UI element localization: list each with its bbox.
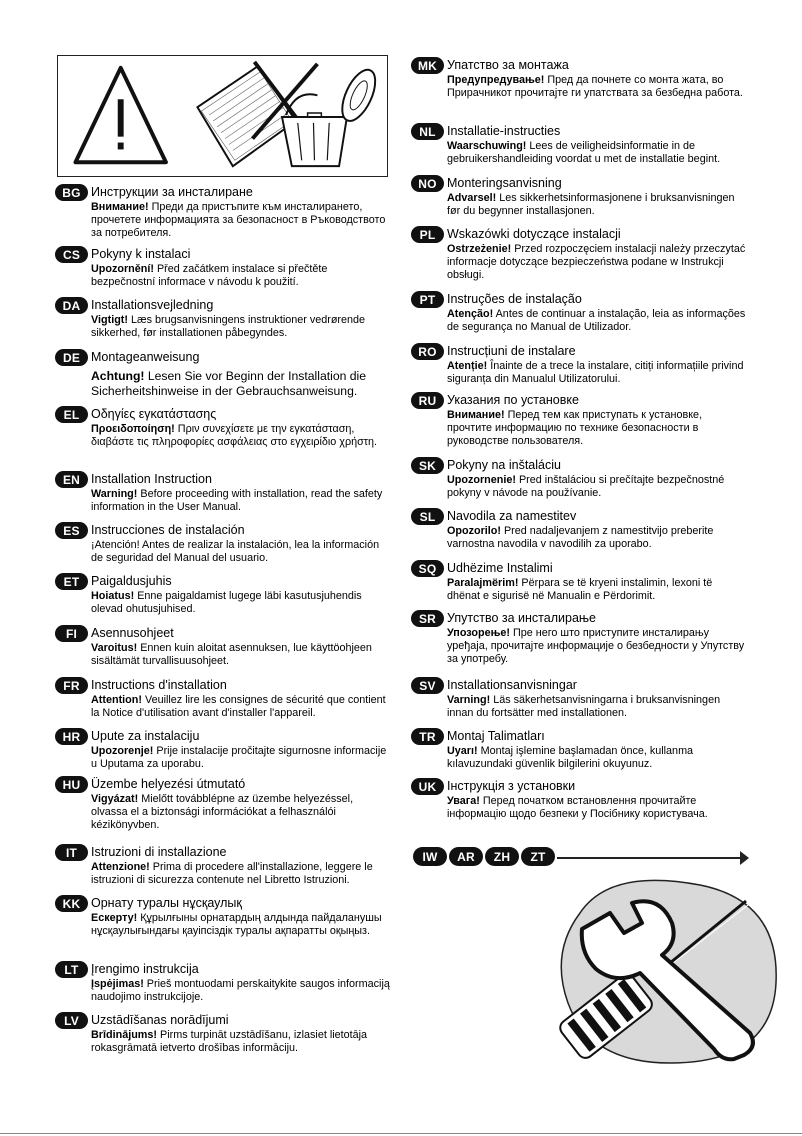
warning-label: Upozornění! (91, 263, 154, 275)
entry-text: Преди да пристъпите към инсталирането, прочетете информацията за безопасност в Ръководството за потребителя. (91, 201, 386, 240)
lang-entry-sl (413, 508, 748, 551)
lang-entry-cs (57, 246, 392, 289)
entry-text: Przed rozpoczęciem instalacji należy przeczytać informacje dotyczące bezpieczeństwa podane w Instrukcji obsługi. (447, 243, 746, 282)
entry-title: Üzembe helyezési útmutató (91, 777, 246, 791)
lang-badge: CS (55, 246, 88, 263)
warning-illustration (57, 55, 388, 177)
warning-label: Внимание! (91, 201, 149, 213)
lang-badge: RO (411, 343, 444, 360)
entry-title: Montaj Talimatları (447, 729, 545, 743)
entry-title: Installatie-instructies (447, 124, 561, 138)
lang-badge-zt: ZT (521, 847, 555, 866)
entry-title: Montageanweisung (91, 350, 200, 364)
entry-text: Před začátkem instalace si přečtěte bezpečnostní informace v návodu k použití. (91, 263, 328, 289)
lang-entry-lv (57, 1012, 392, 1055)
entry-body (413, 577, 748, 603)
lang-badge: SQ (411, 560, 444, 577)
warning-label: Предупредување! (447, 74, 545, 86)
entry-body (413, 627, 748, 667)
entry-body (57, 369, 392, 399)
entry-body (57, 488, 392, 514)
warning-label: Brīdinājums! (91, 1029, 157, 1041)
lang-entry-no (413, 175, 748, 218)
lang-entry-ro (413, 343, 748, 386)
entry-text: Pred inštaláciou si prečítajte bezpečnostné pokyny v návode na používanie. (447, 474, 725, 500)
entry-body (413, 308, 748, 334)
entry-title: Οδηγίες εγκατάστασης (91, 407, 217, 421)
entry-text: Before proceeding with installation, read the safety information in the User Manual. (91, 488, 383, 514)
warning-label: Attenzione! (91, 861, 150, 873)
lang-entry-el (57, 406, 392, 449)
lang-entry-sv (413, 677, 748, 720)
entry-body (57, 590, 392, 616)
lang-badge: LV (55, 1012, 88, 1029)
entry-body (413, 745, 748, 771)
lang-entry-pt (413, 291, 748, 334)
lang-entry-ru (413, 392, 748, 449)
entry-text: Antes de continuar a instalação, leia as informações de segurança no Manual de Utilizador. (447, 308, 746, 334)
entry-body (57, 1029, 392, 1055)
entry-title: Asennusohjeet (91, 626, 174, 640)
lang-badge: NO (411, 175, 444, 192)
entry-text: Përpara se të kryeni instalimin, lexoni të dhënat e sigurisë në Manualin e Përdorimit. (447, 577, 713, 603)
other-languages-row (413, 847, 557, 866)
entry-text: Pred nadaljevanjem z namestitvijo preberite varnostna navodila v navodilih za uporabo. (447, 525, 714, 551)
lang-entry-mk (413, 57, 748, 100)
page-bottom-rule (0, 1133, 802, 1134)
lang-entry-lt (57, 961, 392, 1004)
entry-text: Veuillez lire les consignes de sécurité que contient la Notice d'utilisation avant d'installer l'appareil. (91, 694, 386, 720)
warning-label: Upozorenje! (91, 745, 154, 757)
tools-illustration (550, 873, 782, 1068)
entry-body (413, 243, 748, 283)
entry-title: Wskazówki dotyczące instalacji (447, 227, 621, 241)
entry-body (57, 423, 392, 449)
entry-text: Lesen Sie vor Beginn der Installation die Sicherheitshinweise in der Gebrauchsanweisung. (91, 369, 367, 398)
lang-badge-ar: AR (449, 847, 483, 866)
warning-label: Ескерту! (91, 912, 138, 924)
lang-entry-es (57, 522, 392, 565)
lang-badge: PL (411, 226, 444, 243)
entry-title: Інструкція з установки (447, 779, 576, 793)
entry-title: Инструкции за инсталиране (91, 185, 253, 199)
entry-text: Ennen kuin aloitat asennuksen, lue käyttöohjeen sisältämät turvallisuusohjeet. (91, 642, 372, 668)
entry-text: Mielőtt továbblépne az üzembe helyezéssel, olvassa el a biztonsági információkat a felhasználói kézikönyvben. (91, 793, 354, 832)
lang-badge: PT (411, 291, 444, 308)
entry-body (413, 360, 748, 386)
entry-text: Πριν συνεχίσετε με την εγκατάσταση, διαβάστε τις πληροφορίες ασφάλειας στο εγχειρίδιο χρήστη. (91, 423, 378, 449)
lang-badge-iw: IW (413, 847, 447, 866)
lang-entry-kk (57, 895, 392, 938)
warning-label: Atenção! (447, 308, 494, 320)
lang-entry-sk (413, 457, 748, 500)
entry-body (57, 642, 392, 668)
lang-badge: UK (411, 778, 444, 795)
continue-arrow-line (557, 857, 742, 859)
entry-body (413, 192, 748, 218)
entry-title: Pokyny k instalaci (91, 247, 191, 261)
lang-badge: MK (411, 57, 444, 74)
entry-body (57, 793, 392, 833)
lang-entry-tr (413, 728, 748, 771)
entry-title: Упатство за монтажа (447, 58, 569, 72)
entry-title: Instructions d'installation (91, 678, 227, 692)
warning-label: Vigtigt! (91, 314, 128, 326)
entry-title: Instrucțiuni de instalare (447, 344, 576, 358)
lang-badge: HR (55, 728, 88, 745)
lang-badge: HU (55, 776, 88, 793)
entry-text: Перед тем как приступать к установке, прочтите информацию по технике безопасности в руководстве пользователя. (447, 409, 703, 448)
lang-entry-pl (413, 226, 748, 283)
entry-body (413, 140, 748, 166)
lang-badge-zh: ZH (485, 847, 519, 866)
entry-title: Упутство за инсталирање (447, 611, 596, 625)
entry-body (57, 263, 392, 289)
lang-badge: RU (411, 392, 444, 409)
lang-entry-sr (413, 610, 748, 667)
entry-text: Lees de veiligheidsinformatie in de gebruikershandleiding voordat u met de installatie begint. (447, 140, 721, 166)
entry-text: Montaj işlemine başlamadan önce, kullanma kılavuzundaki güvenlik bilgilerini okuyunuz. (447, 745, 694, 771)
lang-entry-hr (57, 728, 392, 771)
lang-entry-nl (413, 123, 748, 166)
entry-title: Орнату туралы нұсқаулық (91, 896, 242, 910)
entry-body (57, 201, 392, 241)
warning-label: Waarschuwing! (447, 140, 527, 152)
warning-label: Warning! (91, 488, 138, 500)
entry-title: Istruzioni di installazione (91, 845, 227, 859)
lang-entry-fr (57, 677, 392, 720)
warning-label: Hoiatus! (91, 590, 135, 602)
lang-entry-en (57, 471, 392, 514)
entry-text: Pirms turpināt uzstādīšanu, izlasiet lietotāja rokasgrāmatā ietverto drošības informāciju. (91, 1029, 368, 1055)
entry-title: Installationsanvisningar (447, 678, 577, 692)
warning-label: Vigyázat! (91, 793, 139, 805)
warning-label: Varoitus! (91, 642, 138, 654)
warning-illustration-graphic (58, 56, 387, 176)
entry-body (57, 861, 392, 887)
lang-badge: ES (55, 522, 88, 539)
entry-body (57, 694, 392, 720)
lang-entry-bg (57, 184, 392, 241)
entry-title: Udhëzime Instalimi (447, 561, 553, 575)
warning-label: Opozorilo! (447, 525, 501, 537)
entry-title: Installation Instruction (91, 472, 212, 486)
entry-title: Navodila za namestitev (447, 509, 577, 523)
lang-badge: DA (55, 297, 88, 314)
entry-body (57, 745, 392, 771)
warning-label: Увага! (447, 795, 480, 807)
entry-text: Пре него што приступите инсталирању уређаја, прочитајте информације о безбедности у Упутству за употребу. (447, 627, 745, 666)
warning-triangle-icon (75, 68, 165, 162)
lang-entry-hu (57, 776, 392, 833)
entry-text: ¡Atención! Antes de realizar la instalación, lea la información de seguridad del Manual del usuario. (91, 539, 380, 565)
entry-text: Құрылғыны орнатардың алдында пайдаланушы нұсқаулығындағы қауіпсіздік туралы ақпаратты оқыңыз. (91, 912, 382, 938)
lang-badge: BG (55, 184, 88, 201)
lang-badge: SL (411, 508, 444, 525)
lang-badge: SK (411, 457, 444, 474)
warning-label: Įspėjimas! (91, 978, 144, 990)
warning-label: Atenție! (447, 360, 488, 372)
entry-body (57, 978, 392, 1004)
warning-label: Προειδοποίηση! (91, 423, 175, 435)
lang-entry-et (57, 573, 392, 616)
entry-title: Paigaldusjuhis (91, 574, 172, 588)
warning-label: Advarsel! (447, 192, 497, 204)
lang-badge: NL (411, 123, 444, 140)
lang-badge: SV (411, 677, 444, 694)
warning-label: Uyarı! (447, 745, 478, 757)
entry-text: Пред да почнете со монта жата, во Прирачникот прочитајте ги упатствата за безбедна работа. (447, 74, 743, 100)
lang-entry-uk (413, 778, 748, 821)
warning-label: Paralajmërim! (447, 577, 519, 589)
entry-text: Prije instalacije pročitajte sigurnosne informacije u Uputama za uporabu. (91, 745, 387, 771)
lang-badge: ET (55, 573, 88, 590)
warning-label: Attention! (91, 694, 142, 706)
entry-body (413, 74, 748, 100)
arrow-right-icon (740, 851, 749, 865)
entry-title: Uzstādīšanas norādījumi (91, 1013, 229, 1027)
entry-body (57, 539, 392, 565)
lang-badge: FI (55, 625, 88, 642)
entry-body (413, 795, 748, 821)
entry-title: Pokyny na inštaláciu (447, 458, 561, 472)
lang-badge: FR (55, 677, 88, 694)
lang-entry-it (57, 844, 392, 887)
entry-body (413, 474, 748, 500)
lang-badge: EN (55, 471, 88, 488)
entry-body (413, 525, 748, 551)
entry-text: Läs säkerhetsanvisningarna i bruksanvisningen innan du fortsätter med installationen. (447, 694, 721, 720)
lang-badge: TR (411, 728, 444, 745)
warning-label: Upozornenie! (447, 474, 516, 486)
lang-badge: DE (55, 349, 88, 366)
lang-entry-fi (57, 625, 392, 668)
entry-title: Instruções de instalação (447, 292, 582, 306)
entry-body (413, 694, 748, 720)
lang-entry-sq (413, 560, 748, 603)
entry-title: Installationsvejledning (91, 298, 214, 312)
entry-text: Enne paigaldamist lugege läbi kasutusjuhendis olevad ohutusjuhised. (91, 590, 362, 616)
entry-body (413, 409, 748, 449)
entry-text: Prima di procedere all'installazione, leggere le istruzioni di sicurezza contenute nel Libretto Istruzioni. (91, 861, 373, 887)
entry-title: Instrucciones de instalación (91, 523, 245, 537)
entry-text: Les sikkerhetsinformasjonene i bruksanvisningen før du begynner installasjonen. (447, 192, 735, 218)
lang-entry-de (57, 349, 392, 399)
lang-badge: SR (411, 610, 444, 627)
entry-title: Monteringsanvisning (447, 176, 562, 190)
entry-text: Læs brugsanvisningens instruktioner vedrørende sikkerhed, før installationen påbegyndes. (91, 314, 366, 340)
warning-label: Achtung! (91, 369, 145, 383)
entry-title: Įrengimo instrukcija (91, 962, 199, 976)
lang-entry-da (57, 297, 392, 340)
warning-label: Внимание! (447, 409, 505, 421)
warning-label: Varning! (447, 694, 491, 706)
tools-graphic (550, 873, 782, 1068)
entry-text: Prieš montuodami perskaitykite saugos informaciją naudojimo instrukcijoje. (91, 978, 390, 1004)
entry-body (57, 314, 392, 340)
entry-title: Указания по установке (447, 393, 579, 407)
entry-title: Upute za instalaciju (91, 729, 200, 743)
entry-text: Înainte de a trece la instalare, citiți informațiile privind siguranța din Manualul Utilizatorului. (447, 360, 744, 386)
lang-badge: KK (55, 895, 88, 912)
warning-label: Ostrzeżenie! (447, 243, 512, 255)
entry-body (57, 912, 392, 938)
lang-badge: LT (55, 961, 88, 978)
lang-badge: IT (55, 844, 88, 861)
warning-label: Упозорење! (447, 627, 510, 639)
lang-badge: EL (55, 406, 88, 423)
entry-text: Перед початком встановлення прочитайте інформацію щодо безпеки у Посібнику користувача. (447, 795, 708, 821)
